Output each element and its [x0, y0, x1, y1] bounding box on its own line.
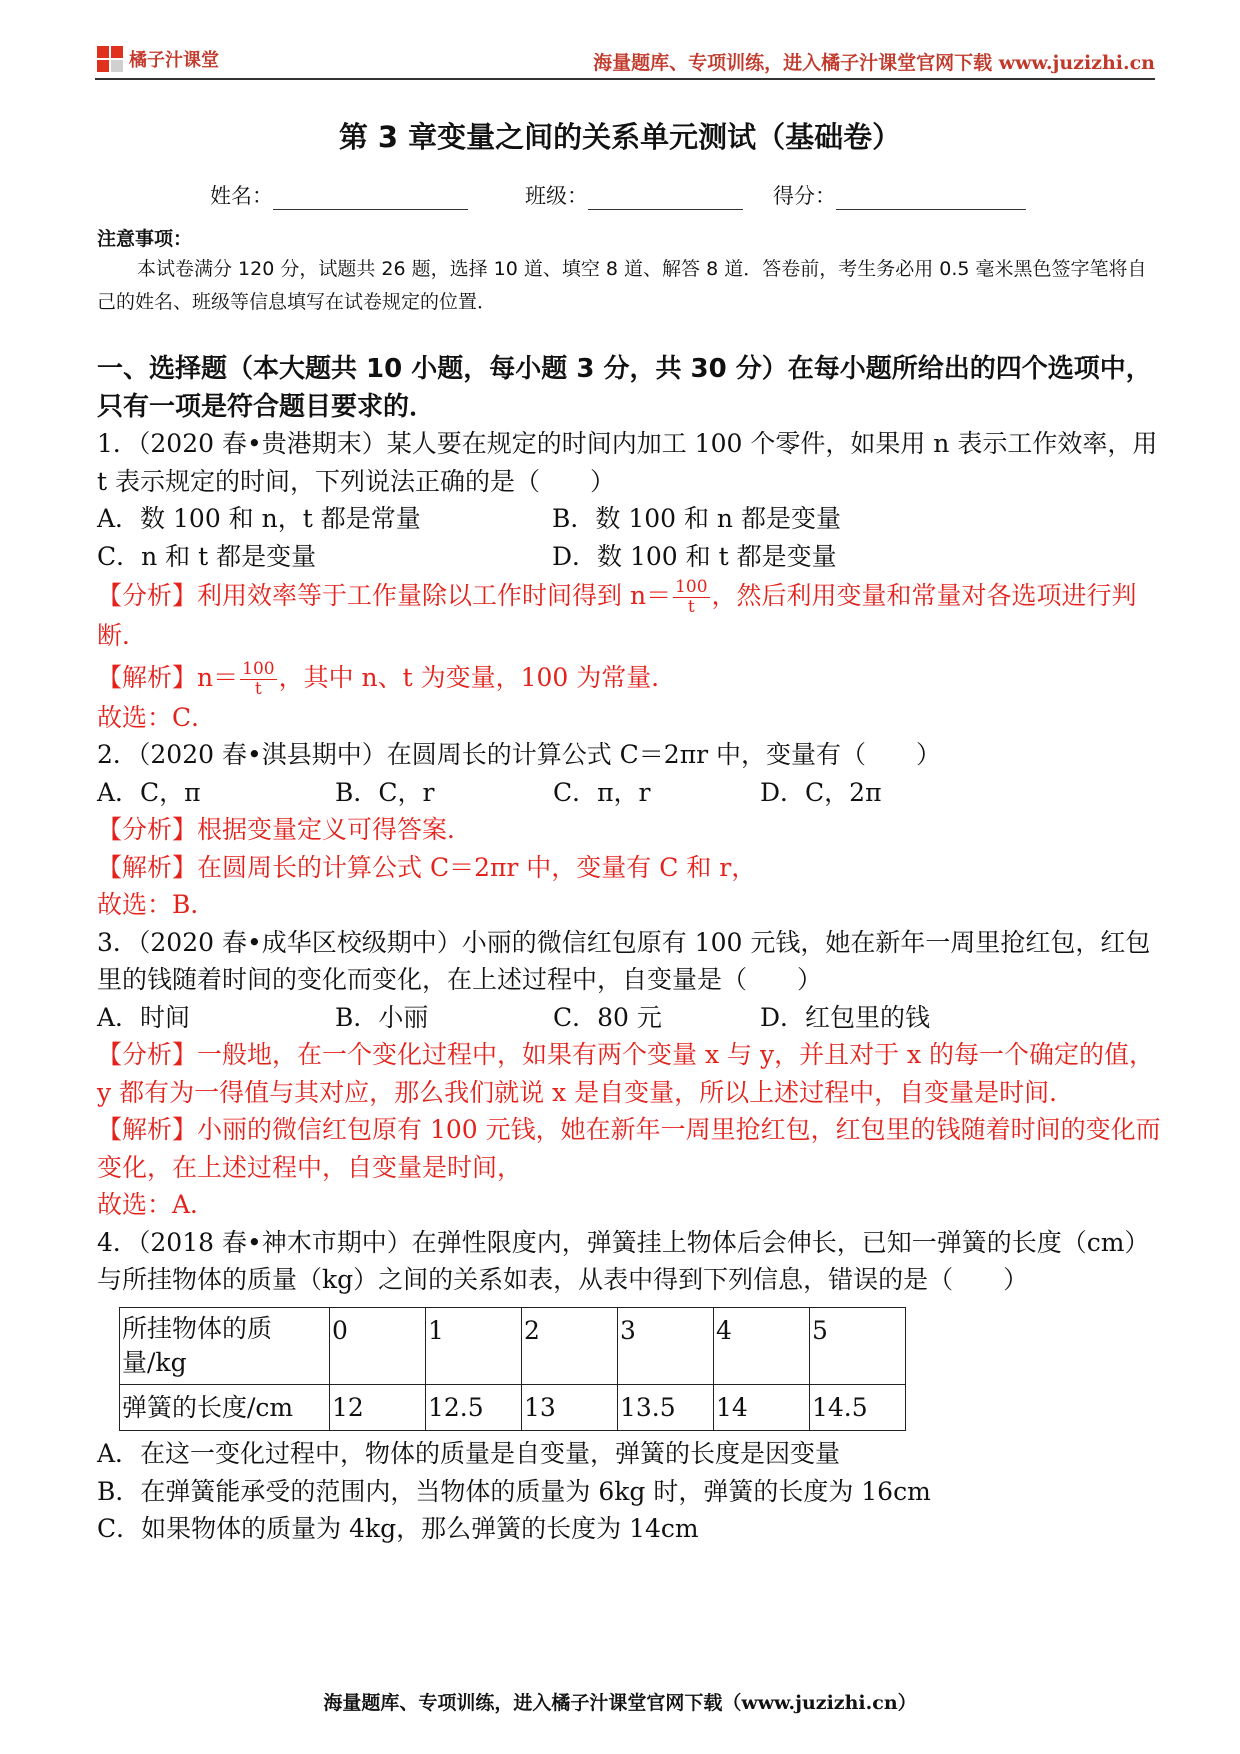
score-label: 得分：: [773, 184, 836, 208]
solution-label: 【解析】: [97, 662, 198, 692]
question-1-options-row1: [97, 500, 1162, 538]
question-1-options-row2: [97, 538, 1162, 576]
option-a: A．在这一变化过程中，物体的质量是自变量，弹簧的长度是因变量: [97, 1439, 841, 1468]
name-field: [210, 180, 468, 210]
question-1-solution: [97, 659, 1162, 699]
question-1-analysis: [97, 577, 1162, 655]
question-1-stem: 1．（2020 春•贵港期末）某人要在规定的时间内加工 100 个零件，如果用 n 表示工作效率，用 t 表示规定的时间，下列说法正确的是（ ）: [97, 429, 1158, 496]
question-4-stem: 4．（2018 春•神木市期中）在弹性限度内，弹簧挂上物体后会伸长，已知一弹簧的长度（cm）与所挂物体的质量（kg）之间的关系如表，从表中得到下列信息，错误的是（ ）: [97, 1227, 1150, 1294]
fraction-denominator: t: [254, 678, 262, 699]
option-b: B．在弹簧能承受的范围内，当物体的质量为 6kg 时，弹簧的长度为 16cm: [97, 1476, 931, 1506]
logo-icon: [97, 46, 123, 72]
table-cell: 5: [810, 1307, 906, 1384]
table-row-header: 所挂物体的质量/kg: [120, 1307, 330, 1384]
question-3-stem: 3．（2020 春•成华区校级期中）小丽的微信红包原有 100 元钱，她在新年一周里抢红包，红包里的钱随着时间的变化而变化，在上述过程中，自变量是（ ）: [97, 927, 1151, 994]
fraction-denominator: t: [687, 597, 695, 617]
option-b: B．C，r: [335, 777, 435, 807]
name-label: 姓名：: [210, 184, 273, 208]
option-a: A．时间: [97, 1002, 191, 1032]
option-c: C．80 元: [553, 1002, 662, 1032]
option-d: D．红包里的钱: [760, 1002, 931, 1032]
page-title: 第 3 章变量之间的关系单元测试（基础卷）: [338, 120, 902, 154]
fraction-numerator: 100: [675, 577, 708, 597]
section-title: 一、选择题（本大题共 10 小题，每小题 3 分，共 30 分）在每小题所给出的四个选项中，只有一项是符合题目要求的．: [97, 354, 1152, 422]
solution-text-a: n＝: [197, 662, 239, 692]
question-2-stem: 2．（2020 春•淇县期中）在圆周长的计算公式 C＝2πr 中，变量有（ ）: [97, 740, 942, 769]
question-2-analysis: 【分析】根据变量定义可得答案．: [97, 815, 473, 844]
fraction-numerator: 100: [242, 658, 275, 679]
brand-logo: [97, 46, 219, 72]
fraction: [240, 660, 276, 699]
score-field: [773, 180, 1026, 210]
question-2-solution: 【解析】在圆周长的计算公式 C＝2πr 中，变量有 C 和 r，: [97, 852, 757, 882]
table-cell: 13.5: [618, 1384, 714, 1431]
class-field: [525, 180, 743, 210]
header-slogan: 海量题库、专项训练，进入橘子汁课堂官网下载 www.juzizhi.cn: [593, 52, 1155, 74]
option-c: C．如果物体的质量为 4kg，那么弹簧的长度为 14cm: [97, 1514, 699, 1543]
class-blank: [588, 189, 743, 210]
header-divider: [95, 78, 1155, 80]
notice-title: 注意事项：: [97, 228, 193, 250]
question-3-analysis: 【分析】一般地，在一个变化过程中，如果有两个变量 x 与 y，并且对于 x 的每一个确定的值，y 都有为一得值与其对应，那么我们就说 x 是自变量，所以上述过程中，自变量是时间．: [97, 1040, 1155, 1107]
table-cell: 1: [426, 1307, 522, 1384]
solution-text-b: ，其中 n、t 为变量，100 为常量．: [278, 662, 677, 692]
question-content: [97, 425, 1162, 1548]
analysis-label: 【分析】: [97, 581, 198, 610]
table-cell: 4: [714, 1307, 810, 1384]
name-blank: [273, 189, 468, 210]
option-d: D．数 100 和 t 都是变量: [552, 541, 837, 571]
logo-text: 橘子汁课堂: [129, 50, 219, 71]
class-label: 班级：: [525, 184, 588, 208]
page-footer: 海量题库、专项训练，进入橘子汁课堂官网下载（www.juzizhi.cn）: [323, 1692, 917, 1714]
table-cell: 14.5: [810, 1384, 906, 1431]
question-3-options: [97, 999, 1162, 1037]
option-b: B．数 100 和 n 都是变量: [552, 504, 841, 533]
table-row-header: 弹簧的长度/cm: [120, 1384, 330, 1431]
option-a: A．数 100 和 n，t 都是常量: [97, 504, 421, 533]
analysis-text-b: ，然后利用变量和常量对各选项进行判断．: [97, 581, 1137, 650]
question-2-answer: 故选：B．: [97, 890, 216, 919]
data-table: [119, 1307, 906, 1432]
table-cell: 13: [522, 1384, 618, 1431]
question-3-solution: 【解析】小丽的微信红包原有 100 元钱，她在新年一周里抢红包，红包里的钱随着时间的变化而变化，在上述过程中，自变量是时间，: [97, 1115, 1161, 1182]
table-cell: 14: [714, 1384, 810, 1431]
question-3-answer: 故选：A．: [97, 1190, 216, 1219]
table-cell: 12.5: [426, 1384, 522, 1431]
fraction: [673, 578, 709, 617]
option-d: D．C，2π: [760, 777, 882, 807]
analysis-text-a: 利用效率等于工作量除以工作时间得到 n＝: [197, 581, 672, 610]
table-cell: 12: [330, 1384, 426, 1431]
score-blank: [836, 189, 1026, 210]
option-b: B．小丽: [335, 1002, 429, 1032]
table-cell: 3: [618, 1307, 714, 1384]
table-row: [120, 1307, 906, 1384]
table-cell: 2: [522, 1307, 618, 1384]
table-row: [120, 1384, 906, 1431]
option-a: A．C，π: [97, 777, 201, 807]
option-c: C．π，r: [553, 777, 651, 807]
option-c: C．n 和 t 都是变量: [97, 541, 317, 571]
question-1-answer: 故选：C．: [97, 702, 217, 732]
question-2-options: [97, 774, 1162, 812]
notice-body: 本试卷满分 120 分，试题共 26 题，选择 10 道、填空 8 道、解答 8 道．答卷前，考生务必用 0.5 毫米黑色签字笔将自己的姓名、班级等信息填写在试卷规定的位置．: [97, 258, 1147, 313]
table-cell: 0: [330, 1307, 426, 1384]
